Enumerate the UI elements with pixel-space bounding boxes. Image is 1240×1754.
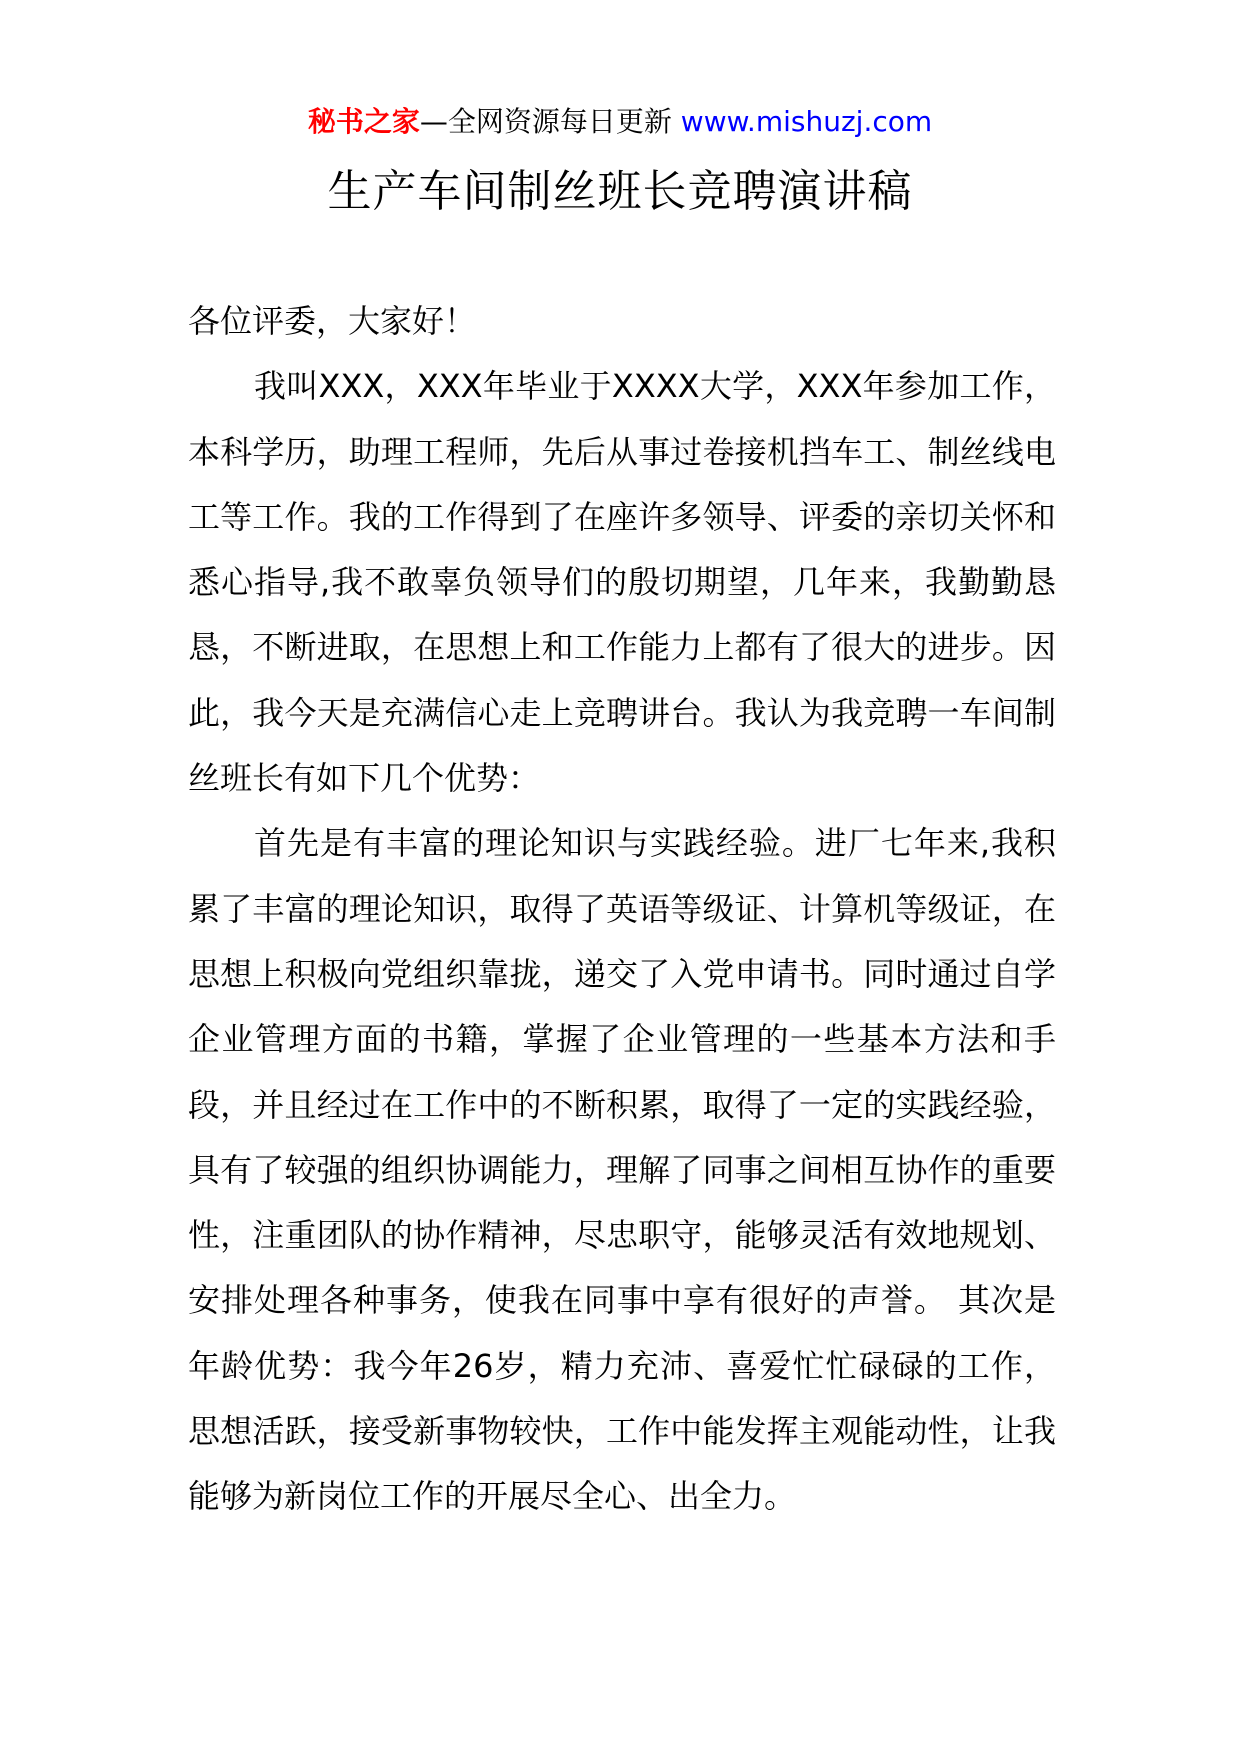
header-slogan: —全网资源每日更新 <box>419 105 672 138</box>
body-paragraph-2: 首先是有丰富的理论知识与实践经验。进厂七年来,我积累了丰富的理论知识，取得了英语等级证、计算机等级证，在思想上积极向党组织靠拢，递交了入党申请书。同时通过自学企业管理方面的书籍，掌握了企业管理的一些基本方法和手段，并且经过在工作中的不断积累，取得了一定的实践经验，具有了较强的组织协调能力，理解了同事之间相互协作的重要性，注重团队的协作精神，尽忠职守，能够灵活有效地规划、安排处理各种事务，使我在同事中享有很好的声誉。 其次是年龄优势：我今年26岁，精力充沛、喜爱忙忙碌碌的工作，思想活跃，接受新事物较快，工作中能发挥主观能动性，让我能够为新岗位工作的开展尽全心、出全力。 <box>188 824 1056 1516</box>
site-header <box>0 102 1240 142</box>
site-url-link[interactable]: www.mishuzj.com <box>680 105 933 138</box>
greeting-line: 各位评委，大家好！ <box>188 302 477 340</box>
body-paragraph-1: 我叫XXX，XXX年毕业于XXXX大学，XXX年参加工作，本科学历，助理工程师，先后从事过卷接机挡车工、制丝线电工等工作。我的工作得到了在座许多领导、评委的亲切关怀和悉心指导,我不敢辜负领导们的殷切期望，几年来，我勤勤恳恳，不断进取，在思想上和工作能力上都有了很大的进步。因此，我今天是充满信心走上竞聘讲台。我认为我竞聘一车间制丝班长有如下几个优势： <box>188 367 1056 798</box>
brand-name: 秘书之家 <box>307 105 420 138</box>
document-title: 生产车间制丝班长竞聘演讲稿 <box>327 166 913 217</box>
document-body <box>188 289 1056 1530</box>
